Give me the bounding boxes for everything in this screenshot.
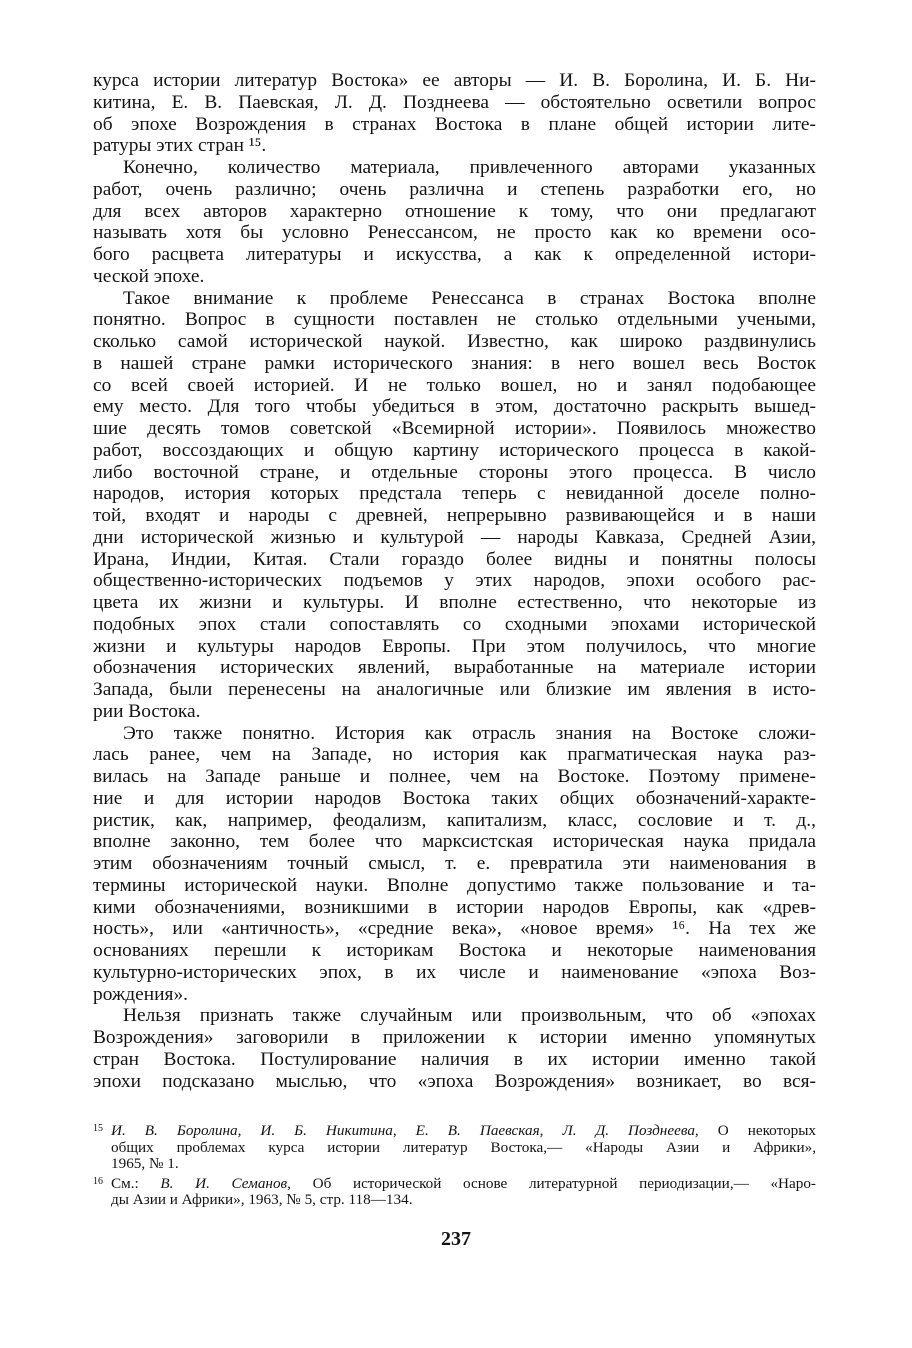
footnote-number: 15: [93, 1123, 103, 1134]
text-line: Такое внимание к проблеме Ренессанса в странах Востока вполне: [123, 287, 816, 309]
footnote-text: 1965, № 1.: [111, 1156, 179, 1173]
text-line: со всей своей историей. И не только вошел, но и занял подобающее: [93, 374, 816, 396]
text-line: вилась на Западе раньше и полнее, чем на Востоке. Поэтому примене-: [93, 766, 816, 787]
text-line: кими обозначениями, возникшими в истории народов Европы, как «древ-: [93, 896, 816, 918]
text-line: понятно. Вопрос в сущности поставлен не столько отдельными учеными,: [93, 309, 816, 331]
text-line: подобных эпох стали сопоставлять со сходными эпохами исторической: [93, 613, 816, 635]
footnote-number: 16: [93, 1175, 103, 1187]
text-line: общественно-исторических подъемов у этих народов, эпохи особого рас-: [93, 570, 816, 592]
text-line: для всех авторов характерно отношение к тому, что они предлагают: [93, 200, 816, 222]
footnote-text: Об исторической основе литературной периодизации,— «Наро-: [290, 1174, 816, 1192]
text-line: культурно-исторических эпох, в их числе и наименование «эпоха Воз-: [93, 961, 816, 983]
footnote-prefix: См.:: [111, 1174, 161, 1192]
text-line: Это также понятно. История как отрасль знания на Востоке сложи-: [123, 722, 816, 744]
text-line: народов, история которых предстала теперь с невиданной доселе полно-: [93, 483, 816, 505]
paragraph-3: [93, 288, 816, 723]
text-line: об эпохе Возрождения в странах Востока в плане общей истории лите-: [93, 113, 816, 135]
text-line: лась ранее, чем на Западе, но история как прагматическая наука раз-: [93, 744, 816, 766]
text-line: вполне законно, тем более что марксистская историческая наука придала: [93, 831, 816, 853]
footnote-text: О некоторых: [698, 1122, 816, 1139]
footnote-15: [93, 1121, 816, 1173]
footnote-authors: И. В. Боролина, И. Б. Никитина, Е. В. Паевская, Л. Д. Позднеева,: [111, 1122, 699, 1139]
text-line: Конечно, количество материала, привлеченного авторами указанных: [123, 157, 816, 178]
text-line: Возрождения» заговорили в приложении к истории именно упомянутых: [93, 1027, 816, 1048]
paragraph-2: [93, 157, 816, 288]
text-line: работ, воссоздающих и общую картину исторического процесса в какой-: [93, 439, 816, 461]
text-line: ние и для истории народов Востока таких общих обозначений-характе-: [93, 787, 816, 809]
text-line: основаниях перешли к историкам Востока и некоторые наименования: [93, 940, 816, 961]
text-line: ратуры этих стран ¹⁵.: [93, 135, 267, 157]
text-line: стран Востока. Постулирование наличия в их истории именно такой: [93, 1048, 816, 1070]
text-line: эпохи подсказано мыслью, что «эпоха Возрождения» возникает, во вся-: [93, 1070, 816, 1092]
text-line: ческой эпохе.: [93, 265, 205, 287]
text-line: работ, очень различно; очень различна и степень разработки его, но: [93, 178, 816, 200]
text-line: рождения».: [93, 983, 188, 1005]
footnote-16: [93, 1174, 816, 1209]
text-line: курса истории литератур Востока» ее авторы — И. В. Боролина, И. Б. Ни-: [93, 70, 816, 91]
footnote-text: общих проблемах курса истории литератур Востока,— «Народы Азии и Африки»,: [111, 1139, 816, 1156]
paragraph-5: [93, 1005, 816, 1092]
text-line: ему место. Для того чтобы убедиться в этом, достаточно раскрыть вышед-: [93, 396, 816, 418]
text-line: Запада, были перенесены на аналогичные или близкие им явления в исто-: [93, 679, 816, 700]
text-line: Нельзя признать также случайным или произвольным, что об «эпохах: [123, 1005, 816, 1027]
footnote-text: ды Азии и Африки», 1963, № 5, стр. 118—134.: [111, 1192, 413, 1209]
text-line: в нашей стране рамки исторического знания: в него вошел весь Восток: [93, 352, 816, 374]
text-line: термины исторической науки. Вполне допустимо также пользование и та-: [93, 874, 816, 896]
footnotes: [93, 1121, 816, 1210]
text-line: ристик, как, например, феодализм, капитализм, класс, сословие и т. д.,: [93, 809, 816, 831]
text-line: обозначения исторических явлений, выработанные на материале истории: [93, 657, 816, 679]
paragraph-1: [93, 70, 816, 157]
text-line: ность», или «античность», «средние века», «новое время» ¹⁶. На тех же: [93, 918, 816, 940]
text-line: шие десять томов советской «Всемирной истории». Появилось множество: [93, 418, 816, 439]
text-line: называть хотя бы условно Ренессансом, не просто как ко времени осо-: [93, 222, 816, 244]
text-line: той, входят и народы с древней, непрерывно развивающейся и в наши: [93, 505, 816, 526]
text-line: цвета их жизни и культуры. И вполне естественно, что некоторые из: [93, 592, 816, 613]
text-line: либо восточной стране, и отдельные стороны этого процесса. В число: [93, 461, 816, 483]
footnote-authors: В. И. Семанов,: [160, 1174, 291, 1192]
text-line: дни исторической жизнью и культурой — народы Кавказа, Средней Азии,: [93, 526, 816, 548]
text-line: этим обозначениям точный смысл, т. е. превратила эти наименования в: [93, 853, 816, 874]
text-line: Ирана, Индии, Китая. Стали гораздо более видны и понятны полосы: [93, 548, 816, 570]
text-line: бого расцвета литературы и искусства, а как к определенной истори-: [93, 244, 816, 265]
text-line: рии Востока.: [93, 700, 201, 722]
page-number: 237: [441, 1228, 471, 1250]
main-text: [93, 70, 816, 1092]
text-line: китина, Е. В. Паевская, Л. Д. Позднеева — обстоятельно осветили вопрос: [93, 91, 816, 113]
paragraph-4: [93, 723, 816, 1006]
text-line: сколько самой исторической наукой. Известно, как широко раздвинулись: [93, 331, 816, 352]
text-line: жизни и культуры народов Европы. При этом получилось, что многие: [93, 635, 816, 657]
